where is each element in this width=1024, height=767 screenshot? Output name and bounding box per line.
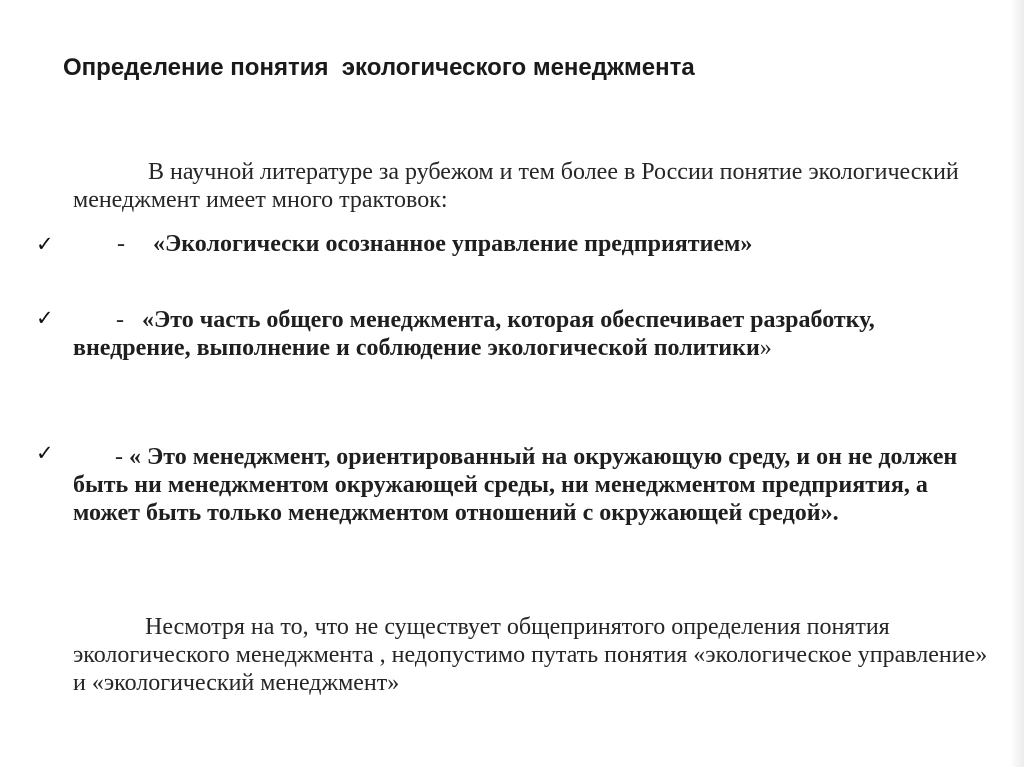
bullet-item-3 bbox=[73, 443, 993, 527]
outro-text: Несмотря на то, что не существует общепринятого определения понятия экологического менеджмента , недопустимо путать понятия «экологическое управление» и «экологический менеджмент» bbox=[73, 614, 988, 696]
checkmark-icon: ✓ bbox=[36, 306, 54, 330]
outro-paragraph bbox=[73, 613, 993, 697]
bullet-dash: - bbox=[115, 444, 123, 470]
bullet-closing: » bbox=[759, 335, 772, 361]
bullet-dash: - bbox=[117, 231, 125, 257]
checkmark-icon: ✓ bbox=[36, 232, 54, 256]
slide-edge-shadow bbox=[1010, 0, 1024, 767]
bullet-dash: - bbox=[116, 307, 124, 333]
bullet-definition: « Это менеджмент, ориентированный на окружающую среду, и он не должен быть ни менеджментом окружающей среды, ни менеджментом предприятия, а может быть только менеджментом отношений с окружающей средой». bbox=[73, 444, 958, 526]
bullet-item-2 bbox=[73, 306, 993, 362]
slide-title: Определение понятия экологического менеджмента bbox=[63, 54, 695, 81]
checkmark-icon: ✓ bbox=[36, 441, 54, 465]
intro-text: В научной литературе за рубежом и тем более в России понятие экологический менеджмент имеет много трактовок: bbox=[73, 159, 959, 213]
bullet-definition: «Это часть общего менеджмента, которая обеспечивает разработку, внедрение, выполнение и соблюдение экологической политики bbox=[73, 307, 875, 361]
intro-paragraph bbox=[73, 158, 993, 214]
bullet-definition: «Экологически осознанное управление предприятием» bbox=[153, 231, 753, 257]
bullet-item-1 bbox=[73, 230, 993, 258]
